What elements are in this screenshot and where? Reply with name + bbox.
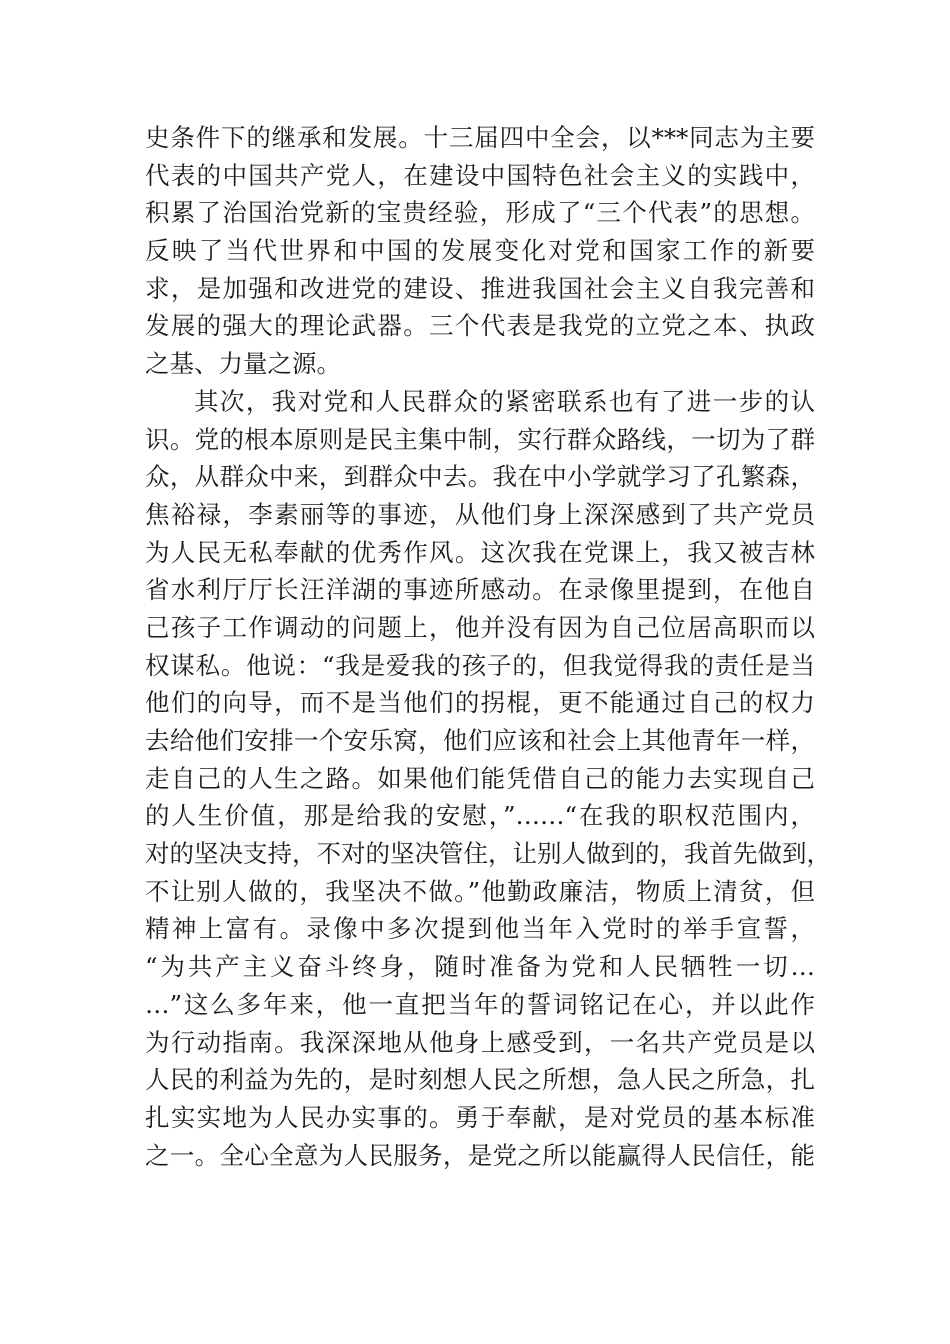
text-line: 去给他们安排一个安乐窝，他们应该和社会上其他青年一样， (145, 726, 815, 755)
text-line: 史条件下的继承和发展。十三届四中全会，以***同志为主要 (145, 123, 815, 152)
text-line: 识。党的根本原则是民主集中制，实行群众路线，一切为了群 (145, 424, 815, 454)
paragraph-end-line: 之基、力量之源。 (145, 349, 341, 379)
paragraph-first-line: 其次，我对党和人民群众的紧密联系也有了进一步的认 (194, 386, 815, 416)
body-text (145, 119, 831, 1174)
text-line: 积累了治国治党新的宝贵经验，形成了“三个代表”的思想。 (145, 198, 815, 228)
text-line: “为共产主义奋斗终身，随时准备为党和人民牺牲一切… (145, 952, 815, 982)
text-line: 己孩子工作调动的问题上，他并没有因为自己位居高职而以 (145, 612, 815, 642)
text-line: 的人生价值，那是给我的安慰，”……“在我的职权范围内， (145, 801, 815, 831)
text-line: 代表的中国共产党人，在建设中国特色社会主义的实践中， (145, 160, 815, 190)
text-line: 之一。全心全意为人民服务，是党之所以能赢得人民信任，能 (145, 1140, 815, 1170)
text-line: 走自己的人生之路。如果他们能凭借自己的能力去实现自己 (145, 763, 815, 793)
text-line: 人民的利益为先的，是时刻想人民之所想，急人民之所急，扎 (145, 1065, 815, 1095)
text-line: 焦裕禄，李素丽等的事迹，从他们身上深深感到了共产党员 (145, 499, 815, 529)
text-line: 求，是加强和改进党的建设、推进我国社会主义自我完善和 (145, 273, 815, 303)
text-line: 扎实实地为人民办实事的。勇于奉献，是对党员的基本标准 (145, 1102, 815, 1132)
text-line: 不让别人做的，我坚决不做。”他勤政廉洁，物质上清贫，但 (145, 876, 815, 906)
text-line: 精神上富有。录像中多次提到他当年入党时的举手宣誓， (145, 914, 815, 944)
text-line: 反映了当代世界和中国的发展变化对党和国家工作的新要 (145, 236, 815, 266)
text-line: 对的坚决支持，不对的坚决管住，让别人做到的，我首先做到， (145, 839, 831, 869)
text-line: 他们的向导，而不是当他们的拐棍，更不能通过自己的权力 (145, 688, 815, 718)
text-line: …”这么多年来，他一直把当年的誓词铭记在心，并以此作 (145, 989, 815, 1019)
text-line: 为行动指南。我深深地从他身上感受到，一名共产党员是以 (145, 1027, 815, 1057)
text-line: 权谋私。他说：“我是爱我的孩子的，但我觉得我的责任是当 (145, 650, 815, 680)
text-line: 发展的强大的理论武器。三个代表是我党的立党之本、执政 (145, 311, 815, 341)
text-line: 省水利厅厅长汪洋湖的事迹所感动。在录像里提到，在他自 (145, 575, 815, 605)
text-line: 众，从群众中来，到群众中去。我在中小学就学习了孔繁森， (145, 462, 815, 492)
text-line: 为人民无私奉献的优秀作风。这次我在党课上，我又被吉林 (145, 537, 815, 567)
